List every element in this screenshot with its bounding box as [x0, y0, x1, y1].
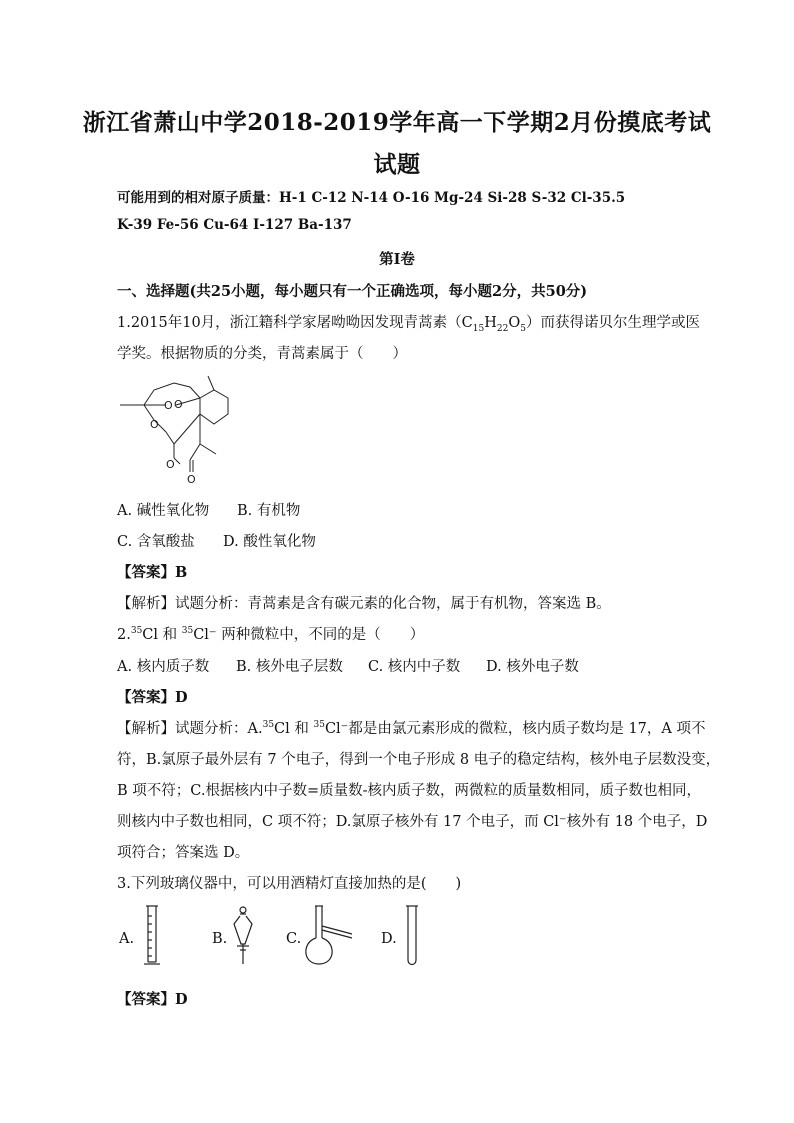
question-1-analysis: 【解析】试题分析：青蒿素是含有碳元素的化合物，属于有机物，答案选 B。 — [117, 596, 611, 612]
mol-bond — [174, 458, 180, 464]
q1-option-a: A. 碱性氧化物 — [117, 503, 210, 519]
q2-el-2: Cl⁻ 两种微粒中，不同的是（ ） — [193, 627, 425, 643]
mol-atom-o: O — [164, 399, 173, 412]
q1-text-b: H — [484, 315, 497, 331]
mol-bond — [166, 432, 174, 444]
question-2-analysis-line-5: 项符合；答案选 D。 — [117, 845, 250, 861]
question-1-options-row-1 — [117, 499, 300, 520]
q2-option-b: B. 核外电子层数 — [236, 659, 343, 675]
distillation-flask-icon — [300, 904, 360, 968]
question-2-analysis-line-2: 符，B.氯原子最外层有 7 个电子，得到一个电子形成 8 电子的稳定结构，核外电子层数没变， — [117, 752, 721, 768]
q1-sub-3: 5 — [520, 323, 526, 334]
q2-analysis-b: Cl 和 — [274, 721, 314, 737]
q2-analysis-c: Cl⁻都是由氯元素形成的微粒，核内质子数均是 17，A 项不 — [324, 721, 706, 737]
question-2-analysis-line-3: B 项不符；C.根据核内中子数=质量数-核内质子数，两微粒的质量数相同，质子数也相同， — [117, 783, 701, 799]
q3-label-c: C. — [286, 931, 302, 947]
mol-atom-o: O — [187, 473, 196, 486]
test-tube-icon — [402, 904, 422, 968]
document-title: 浙江省萧山中学2018-2019学年高一下学期2月份摸底考试 — [82, 109, 712, 136]
q1-sub-1: 15 — [472, 323, 485, 334]
q2-number: 2. — [117, 627, 131, 643]
mol-atom-o: O — [174, 398, 183, 411]
mol-atom-o: O — [150, 418, 159, 431]
question-2-options — [117, 655, 579, 676]
q2-sup-1: 35 — [130, 626, 143, 637]
mol-bond — [190, 444, 200, 460]
volume-heading: 第Ⅰ卷 — [379, 251, 415, 268]
atomic-mass-line-1: 可能用到的相对原子质量：H-1 C-12 N-14 O-16 Mg-24 Si-28 S-32 Cl-35.5 — [117, 190, 626, 206]
q1-text-d: ）而获得诺贝尔生理学或医 — [525, 315, 700, 331]
atomic-mass-line-2: K-39 Fe-56 Cu-64 I-127 Ba-137 — [117, 217, 352, 233]
question-2-analysis-line-4: 则核内中子数也相同，C 项不符；D.氯原子核外有 17 个电子，而 Cl⁻核外有 18 个电子，D — [117, 814, 708, 830]
q1-sub-2: 22 — [496, 323, 509, 334]
q1-text-a: 1.2015年10月，浙江籍科学家屠呦呦因发现青蒿素（C — [117, 315, 473, 331]
q1-option-c: C. 含氧酸盐 — [117, 534, 195, 550]
section-heading: 一、选择题(共25小题，每小题只有一个正确选项，每小题2分，共50分) — [117, 283, 588, 300]
document-subtitle: 试题 — [373, 151, 421, 178]
q2-sup-2: 35 — [181, 626, 194, 637]
question-1-answer: 【答案】B — [117, 564, 188, 581]
artemisinin-structure-diagram — [118, 368, 278, 486]
q1-text-c: O — [508, 315, 521, 331]
question-1-line-2: 学奖。根据物质的分类，青蒿素属于（ ） — [117, 346, 407, 362]
q2-analysis-sup-1: 35 — [262, 720, 275, 731]
mol-bond — [200, 444, 216, 454]
q1-option-b: B. 有机物 — [237, 503, 301, 519]
question-2-answer: 【答案】D — [117, 689, 188, 706]
question-3-answer: 【答案】D — [117, 991, 188, 1008]
graduated-cylinder-icon — [140, 904, 164, 968]
q2-option-d: D. 核外电子数 — [486, 659, 579, 675]
question-3-stem: 3.下列玻璃仪器中，可以用酒精灯直接加热的是( ) — [117, 876, 462, 892]
question-2-stem — [117, 623, 424, 644]
question-2-analysis-line-1 — [117, 717, 705, 738]
question-1-line-1 — [117, 311, 700, 334]
mol-bond — [174, 414, 200, 444]
q2-analysis-sup-2: 35 — [313, 720, 325, 731]
separatory-funnel-icon — [228, 904, 258, 968]
mol-atom-o: O — [166, 458, 175, 471]
q1-option-d: D. 酸性氧化物 — [223, 534, 316, 550]
mol-ring — [200, 390, 228, 424]
question-1-options-row-2 — [117, 530, 316, 551]
q3-label-b: B. — [212, 931, 228, 947]
mol-bond — [208, 376, 214, 390]
q2-analysis-a: 【解析】试题分析：A. — [117, 721, 263, 737]
q3-label-d: D. — [381, 931, 397, 947]
q3-label-a: A. — [119, 931, 135, 947]
q2-el-1: Cl 和 — [142, 627, 182, 643]
q2-option-a: A. 核内质子数 — [117, 659, 210, 675]
q2-option-c: C. 核内中子数 — [368, 659, 461, 675]
